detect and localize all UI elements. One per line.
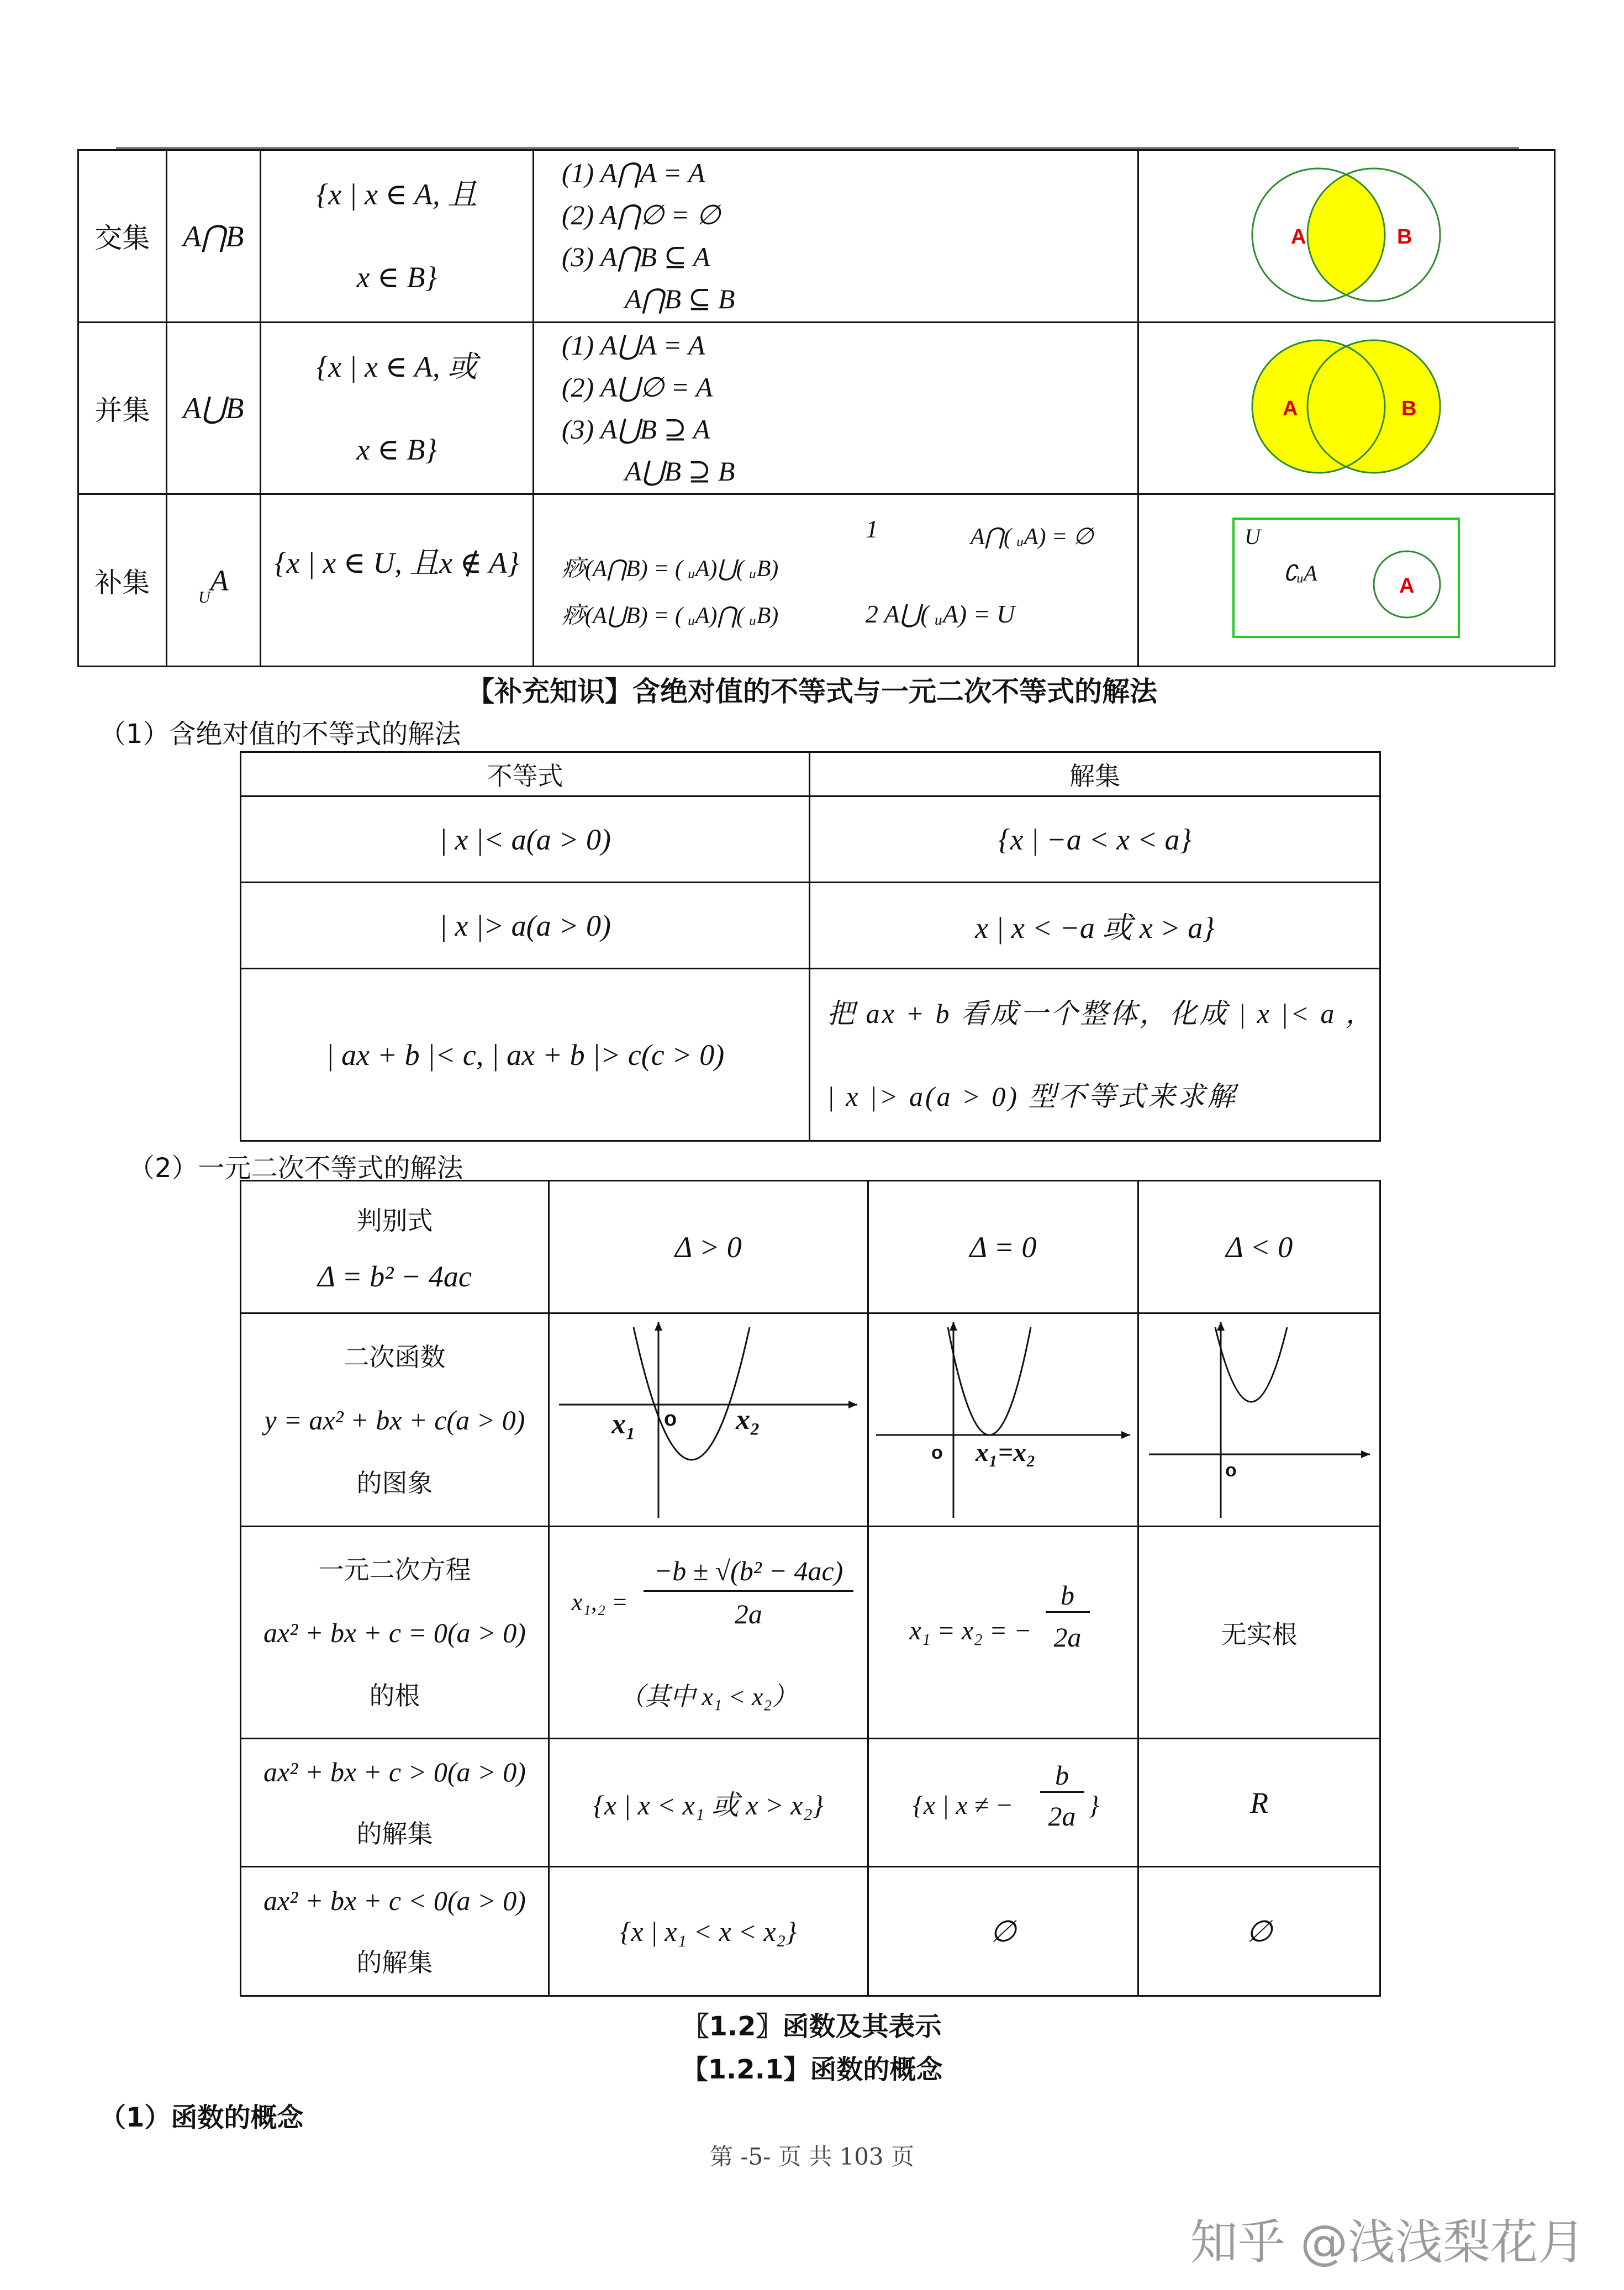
disc-label: 判别式: [356, 1205, 433, 1236]
property-number-1: 1: [865, 515, 878, 544]
disc-positive: Δ > 0: [674, 1230, 742, 1264]
parabola-curve: [948, 1327, 1031, 1435]
definition-line-1: {x | x ∈ A, 或: [316, 350, 477, 383]
row-properties: [562, 324, 1137, 492]
graph-row-label: [241, 1326, 548, 1515]
property-3: (3) A⋃B ⊇ A: [561, 413, 710, 445]
solution-2: x | x < −a 或 x > a}: [975, 911, 1215, 945]
row-symbol: A⋃B: [183, 392, 244, 425]
parabola-curve: [634, 1327, 750, 1460]
venn-label-a: A: [1283, 397, 1298, 421]
row-intersection: [78, 150, 1555, 323]
row-name: 交集: [94, 222, 150, 255]
header-solution: 解集: [1069, 761, 1120, 791]
disc-negative: Δ < 0: [1226, 1230, 1293, 1264]
gt-solution-two-roots: {x | x < x₁ 或 x > x₂}: [593, 1789, 824, 1821]
definition-line-2: x ∈ B}: [356, 261, 437, 294]
property-line-2-right: 2 A⋃( ᵤA) = U: [865, 600, 1015, 629]
property-line-2: 痧(A⋃B) = ( ᵤA)⋂( ᵤB): [561, 603, 779, 629]
solution-1: {x | −a < x < a}: [998, 822, 1192, 856]
venn-label-a: A: [1399, 574, 1415, 598]
graph-row-label-1: 二次函数: [344, 1342, 446, 1372]
label-x1-x2: x₁=x₂: [975, 1438, 1036, 1467]
solution-3-line-2: | x |> a(a > 0) 型不等式来求解: [827, 1080, 1237, 1112]
roots-denominator: 2a: [734, 1598, 762, 1629]
venn-union: [1236, 335, 1457, 478]
gt-solution-one-root: [869, 1739, 1138, 1866]
gt-solution-no-root: R: [1250, 1786, 1269, 1819]
section-1-2-title: 〖1.2〗函数及其表示: [682, 2011, 942, 2042]
graph-no-root: [1143, 1316, 1375, 1521]
gt-sol-numerator: b: [1040, 1759, 1084, 1793]
venn-label-b: B: [1397, 225, 1412, 249]
gt-sol-suffix: }: [1088, 1791, 1099, 1820]
double-root-lhs: x₁ = x₂ = −: [909, 1616, 1032, 1645]
label-x2: x₂: [736, 1404, 761, 1436]
quadratic-table: [240, 1180, 1381, 1997]
row-definition: [261, 325, 532, 491]
inequality-3: | ax + b |< c, | ax + b |> c(c > 0): [325, 1038, 725, 1072]
disc-zero: Δ = 0: [969, 1230, 1037, 1264]
venn-label-a: A: [1291, 225, 1306, 249]
row-name: 并集: [94, 394, 150, 426]
lt-solution-no-root: ∅: [1246, 1915, 1273, 1948]
row-properties: [562, 152, 1137, 320]
row-union: [78, 322, 1555, 494]
property-1: (1) A⋃A = A: [561, 329, 705, 361]
label-x1: x₁: [611, 1408, 636, 1440]
gt-sol-prefix: {x | x ≠ −: [913, 1791, 1014, 1820]
abs-inequality-table: [240, 751, 1381, 1142]
property-line-1: 痧(A⋂B) = ( ᵤA)⋃( ᵤB): [561, 556, 779, 582]
property-top-right: A⋂( ᵤA) = ∅: [970, 524, 1094, 550]
property-2: (2) A⋂∅ = ∅: [561, 199, 721, 231]
roots-two: [550, 1527, 867, 1738]
roots-lhs: x₁,₂ =: [571, 1589, 628, 1616]
graph-row-label-2: y = ax² + bx + c(a > 0): [264, 1404, 525, 1436]
concept-title: （1）函数的概念: [99, 2102, 304, 2133]
solution-3-line-1: 把 ax + b 看成一个整体，化成 | x |< a ，: [827, 998, 1375, 1029]
roots-numerator: −b ± √(b² − 4ac): [644, 1555, 853, 1592]
parabola-curve: [1215, 1327, 1287, 1402]
row-complement: [78, 494, 1555, 667]
double-root-denominator: 2a: [1053, 1622, 1082, 1653]
gt-row-label: [241, 1741, 548, 1865]
root-row-label: [241, 1538, 548, 1727]
complement-subscript: U: [198, 588, 210, 606]
row-definition: [261, 153, 532, 319]
label-origin: o: [1225, 1460, 1237, 1481]
row-definition: {x | x ∈ U, 且x ∉ A}: [274, 546, 519, 580]
lt-row-label-1: ax² + bx + c < 0(a > 0): [263, 1885, 526, 1916]
label-origin: o: [664, 1407, 677, 1431]
venn-label-b: B: [1401, 397, 1417, 421]
lt-row-label: [241, 1870, 548, 1993]
property-2: (2) A⋃∅ = A: [561, 371, 713, 403]
header-inequality: 不等式: [487, 761, 563, 791]
page-footer: 第 -5- 页 共 103 页: [709, 2143, 915, 2170]
inequality-1: | x |< a(a > 0): [439, 822, 611, 856]
row-symbol: A: [210, 563, 229, 597]
row-name: 补集: [94, 566, 150, 599]
roots-double: [869, 1527, 1138, 1738]
property-1: (1) A⋂A = A: [561, 157, 705, 189]
watermark: 知乎 @浅浅梨花月: [1190, 2215, 1585, 2270]
abs-section-title: （1）含绝对值的不等式的解法: [99, 719, 461, 750]
set-operations-table: [77, 149, 1556, 667]
gt-row-label-2: 的解集: [356, 1818, 433, 1849]
gt-row-label-1: ax² + bx + c > 0(a > 0): [263, 1756, 526, 1787]
roots-note: （其中 x₁ < x₂）: [619, 1682, 798, 1711]
no-real-root: 无实根: [1221, 1619, 1298, 1649]
solution-3: [827, 972, 1379, 1138]
supplement-title: 【补充知识】含绝对值的不等式与一元二次不等式的解法: [467, 676, 1157, 708]
universe-label: U: [1245, 524, 1261, 550]
venn-complement: [1230, 515, 1462, 642]
property-4: A⋂B ⊆ B: [624, 283, 735, 315]
root-row-label-3: 的根: [369, 1680, 420, 1711]
section-1-2-1-title: 【1.2.1】函数的概念: [681, 2054, 943, 2085]
property-3: (3) A⋂B ⊆ A: [561, 241, 710, 273]
universe-frame: [1233, 519, 1459, 637]
graph-two-roots: [553, 1316, 863, 1521]
complement-label: ∁ᵤA: [1283, 561, 1317, 586]
property-4: A⋃B ⊇ B: [624, 455, 735, 487]
row-properties: [534, 495, 1137, 666]
inequality-2: | x |> a(a > 0): [439, 909, 611, 942]
definition-line-2: x ∈ B}: [356, 432, 437, 466]
label-origin: o: [931, 1442, 943, 1463]
root-row-label-2: ax² + bx + c = 0(a > 0): [263, 1617, 526, 1648]
lt-solution-one-root: ∅: [990, 1915, 1016, 1948]
lt-solution-two-roots: {x | x₁ < x < x₂}: [620, 1916, 797, 1947]
graph-one-root: [871, 1316, 1136, 1521]
definition-line-1: {x | x ∈ A, 且: [316, 178, 477, 212]
disc-formula: Δ = b² − 4ac: [318, 1259, 472, 1293]
double-root-numerator: b: [1046, 1579, 1090, 1613]
row-symbol: A⋂B: [183, 219, 244, 253]
venn-intersection: [1236, 163, 1457, 307]
graph-row-label-3: 的图象: [356, 1468, 433, 1498]
root-row-label-1: 一元二次方程: [318, 1554, 471, 1585]
lt-row-label-2: 的解集: [356, 1947, 433, 1977]
gt-sol-denominator: 2a: [1048, 1801, 1076, 1832]
quad-section-title: （2）一元二次不等式的解法: [128, 1153, 463, 1184]
